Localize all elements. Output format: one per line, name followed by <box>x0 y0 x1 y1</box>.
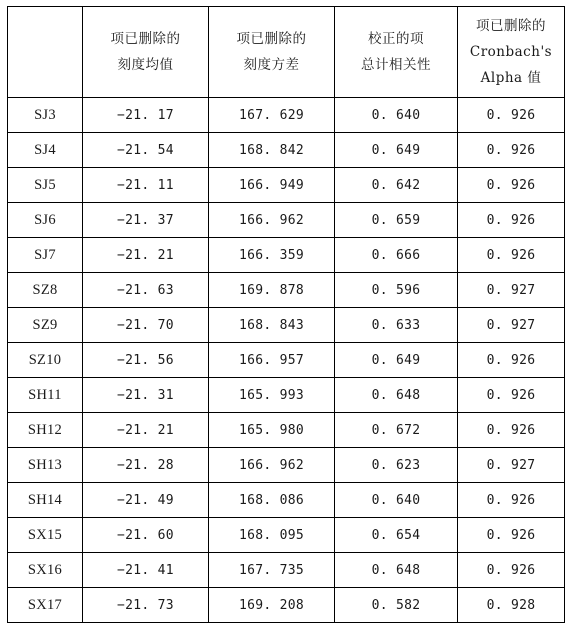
table-row <box>8 378 565 413</box>
cell-corrected-correlation: 0. 623 <box>335 448 458 483</box>
cell-scale-variance-if-deleted: 166. 962 <box>209 203 335 238</box>
cell-corrected-correlation: 0. 640 <box>335 483 458 518</box>
cell-alpha-if-deleted: 0. 926 <box>458 168 565 203</box>
cell-corrected-correlation: 0. 649 <box>335 133 458 168</box>
cell-corrected-correlation: 0. 649 <box>335 343 458 378</box>
cell-scale-mean-if-deleted: −21. 37 <box>83 203 209 238</box>
cell-corrected-correlation: 0. 654 <box>335 518 458 553</box>
cell-corrected-correlation: 0. 642 <box>335 168 458 203</box>
table-body <box>8 98 565 623</box>
header-line: 校正的项 <box>368 31 424 47</box>
cell-alpha-if-deleted: 0. 926 <box>458 518 565 553</box>
cell-item-label: SJ7 <box>8 238 83 273</box>
cell-corrected-correlation: 0. 666 <box>335 238 458 273</box>
header-line: 刻度方差 <box>243 57 300 73</box>
cell-alpha-if-deleted: 0. 926 <box>458 378 565 413</box>
header-line: 刻度均值 <box>117 57 174 73</box>
header-line: 项已删除的 <box>110 31 181 47</box>
cell-scale-variance-if-deleted: 165. 980 <box>209 413 335 448</box>
cell-alpha-if-deleted: 0. 926 <box>458 553 565 588</box>
cell-scale-variance-if-deleted: 165. 993 <box>209 378 335 413</box>
table-row <box>8 133 565 168</box>
cell-corrected-correlation: 0. 640 <box>335 98 458 133</box>
cell-corrected-correlation: 0. 633 <box>335 308 458 343</box>
header-line: Alpha 值 <box>480 70 542 86</box>
cell-scale-variance-if-deleted: 168. 843 <box>209 308 335 343</box>
cell-alpha-if-deleted: 0. 927 <box>458 308 565 343</box>
table-row <box>8 203 565 238</box>
cell-corrected-correlation: 0. 648 <box>335 553 458 588</box>
cell-corrected-correlation: 0. 596 <box>335 273 458 308</box>
cell-scale-mean-if-deleted: −21. 70 <box>83 308 209 343</box>
cell-scale-mean-if-deleted: −21. 54 <box>83 133 209 168</box>
table-row <box>8 273 565 308</box>
cell-alpha-if-deleted: 0. 926 <box>458 413 565 448</box>
cell-corrected-correlation: 0. 672 <box>335 413 458 448</box>
cell-alpha-if-deleted: 0. 926 <box>458 343 565 378</box>
cell-alpha-if-deleted: 0. 926 <box>458 133 565 168</box>
cell-item-label: SJ6 <box>8 203 83 238</box>
cell-alpha-if-deleted: 0. 927 <box>458 448 565 483</box>
cell-scale-variance-if-deleted: 166. 957 <box>209 343 335 378</box>
header-cell-scale-variance-if-deleted <box>209 7 335 98</box>
table-row <box>8 483 565 518</box>
header-line: Cronbach's <box>469 44 553 60</box>
cell-scale-mean-if-deleted: −21. 73 <box>83 588 209 623</box>
header-cell-cronbach-alpha-if-deleted <box>458 7 565 98</box>
cell-scale-variance-if-deleted: 166. 359 <box>209 238 335 273</box>
cell-scale-variance-if-deleted: 166. 949 <box>209 168 335 203</box>
item-total-statistics-table <box>7 6 565 623</box>
cell-item-label: SJ3 <box>8 98 83 133</box>
cell-item-label: SH11 <box>8 378 83 413</box>
cell-scale-mean-if-deleted: −21. 28 <box>83 448 209 483</box>
table-row <box>8 553 565 588</box>
table-row <box>8 343 565 378</box>
cell-alpha-if-deleted: 0. 928 <box>458 588 565 623</box>
cell-scale-mean-if-deleted: −21. 11 <box>83 168 209 203</box>
table-row <box>8 98 565 133</box>
cell-alpha-if-deleted: 0. 926 <box>458 98 565 133</box>
table-header <box>8 7 565 98</box>
table-row <box>8 238 565 273</box>
cell-item-label: SJ4 <box>8 133 83 168</box>
header-line: 总计相关性 <box>361 57 431 73</box>
cell-scale-variance-if-deleted: 169. 878 <box>209 273 335 308</box>
cell-corrected-correlation: 0. 648 <box>335 378 458 413</box>
cell-scale-mean-if-deleted: −21. 31 <box>83 378 209 413</box>
cell-alpha-if-deleted: 0. 926 <box>458 203 565 238</box>
table-row <box>8 413 565 448</box>
cell-scale-variance-if-deleted: 166. 962 <box>209 448 335 483</box>
cell-corrected-correlation: 0. 659 <box>335 203 458 238</box>
cell-alpha-if-deleted: 0. 926 <box>458 483 565 518</box>
cell-scale-variance-if-deleted: 169. 208 <box>209 588 335 623</box>
cell-item-label: SZ8 <box>8 273 83 308</box>
cell-scale-variance-if-deleted: 168. 095 <box>209 518 335 553</box>
table-row <box>8 588 565 623</box>
cell-item-label: SJ5 <box>8 168 83 203</box>
table-row <box>8 168 565 203</box>
cell-scale-mean-if-deleted: −21. 21 <box>83 413 209 448</box>
cell-scale-mean-if-deleted: −21. 63 <box>83 273 209 308</box>
cell-corrected-correlation: 0. 582 <box>335 588 458 623</box>
header-cell-scale-mean-if-deleted <box>83 7 209 98</box>
cell-scale-mean-if-deleted: −21. 56 <box>83 343 209 378</box>
cell-item-label: SH14 <box>8 483 83 518</box>
cell-scale-mean-if-deleted: −21. 21 <box>83 238 209 273</box>
cell-item-label: SZ9 <box>8 308 83 343</box>
cell-item-label: SX15 <box>8 518 83 553</box>
header-line: 项已删除的 <box>236 31 307 47</box>
cell-scale-variance-if-deleted: 167. 629 <box>209 98 335 133</box>
cell-item-label: SZ10 <box>8 343 83 378</box>
cell-alpha-if-deleted: 0. 926 <box>458 238 565 273</box>
cell-scale-variance-if-deleted: 167. 735 <box>209 553 335 588</box>
header-line: 项已删除的 <box>476 18 546 34</box>
cell-scale-variance-if-deleted: 168. 842 <box>209 133 335 168</box>
cell-item-label: SH12 <box>8 413 83 448</box>
cell-alpha-if-deleted: 0. 927 <box>458 273 565 308</box>
table-row <box>8 308 565 343</box>
cell-item-label: SX17 <box>8 588 83 623</box>
cell-scale-mean-if-deleted: −21. 60 <box>83 518 209 553</box>
header-row <box>8 7 565 98</box>
table-row <box>8 448 565 483</box>
cell-scale-mean-if-deleted: −21. 49 <box>83 483 209 518</box>
cell-scale-mean-if-deleted: −21. 41 <box>83 553 209 588</box>
header-cell-corrected-item-total-correlation <box>335 7 458 98</box>
header-cell-item <box>8 7 83 98</box>
cell-scale-variance-if-deleted: 168. 086 <box>209 483 335 518</box>
cell-scale-mean-if-deleted: −21. 17 <box>83 98 209 133</box>
cell-item-label: SX16 <box>8 553 83 588</box>
cell-item-label: SH13 <box>8 448 83 483</box>
table-row <box>8 518 565 553</box>
